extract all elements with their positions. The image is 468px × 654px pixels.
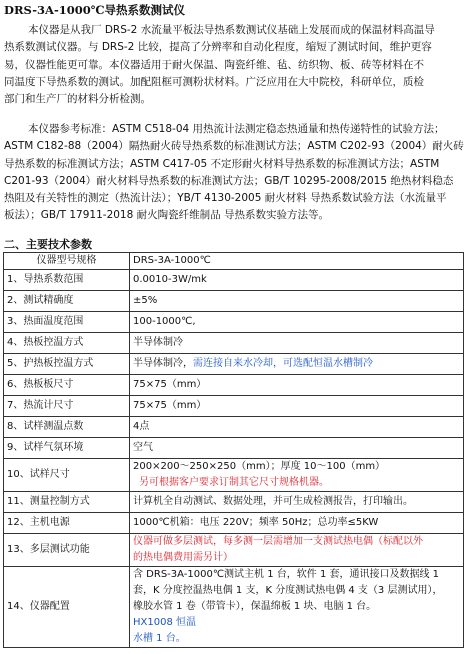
standards-line: 本仪器参考标准：ASTM C518-04 用热流计法测定稳态热通量和热传递特性的试验方法； [28, 123, 445, 135]
row-value-line [133, 599, 460, 631]
intro-line: 本仪器是从我厂 DRS-2 水流量平板法导热系数测试仪基础上发展而成的保温材料高温导 [28, 24, 435, 36]
row-label: 14、仪器配置 [4, 567, 130, 648]
row-value-text: 200×200～250×250（mm）；厚度 10～100（mm） [133, 461, 386, 472]
standards-paragraph [4, 121, 464, 225]
row-value-text: 半导体制冷， [133, 358, 193, 369]
row-value-line: 的热电偶费用需另计） [133, 552, 233, 563]
row-label: 7、热流计尺寸 [4, 396, 130, 417]
row-value [130, 567, 464, 648]
table-row [4, 417, 464, 438]
row-value: 空气 [130, 438, 464, 459]
row-label: 8、试样测温点数 [4, 417, 130, 438]
table-row [4, 438, 464, 459]
row-value: 1000℃机箱：电压 220V；频率 50Hz；总功率≤5KW [130, 513, 464, 534]
row-label: 13、多层测试功能 [4, 534, 130, 567]
standards-line: 热阻及有关特性的测定（热流计法）；YB/T 4130-2005 耐火材料 导热系数试验方法（水流量平 [4, 192, 447, 205]
standards-line: 导热系数的标准测试方法；ASTM C417-05 不定形耐火材料导热系数的标准测试方法；ASTM [4, 157, 440, 170]
table-row [4, 534, 464, 567]
row-value: 0.0010-3W/mk [130, 270, 464, 291]
standards-line: 板法）；GB/T 17911-2018 耐火陶瓷纤维制品 导热系数实验方法等。 [4, 209, 329, 222]
row-value [130, 459, 464, 492]
table-row [4, 396, 464, 417]
row-label: 4、热板控温方式 [4, 333, 130, 354]
row-label: 3、热面温度范围 [4, 312, 130, 333]
row-value: ±5% [130, 291, 464, 312]
row-value-line: 仪器可做多层测试，每多测一层需增加一支测试热电偶（标配以外 [133, 536, 423, 547]
header-model-label: 仪器型号规格 [4, 253, 130, 270]
row-value: 100-1000℃, [130, 312, 464, 333]
row-value: 计算机全自动测试、数据处理，并可生成检测报告，打印输出。 [130, 492, 464, 513]
table-row [4, 333, 464, 354]
intro-line: 部门和生产厂的材料分析检测。 [4, 93, 151, 106]
row-label: 9、试样气氛环境 [4, 438, 130, 459]
table-row [4, 291, 464, 312]
row-label: 1、导热系数范围 [4, 270, 130, 291]
row-label: 11、测量控制方式 [4, 492, 130, 513]
section-heading: 二、主要技术参数 [4, 238, 92, 251]
header-model-value: DRS-3A-1000℃ [130, 253, 464, 270]
row-value-line: 含 DRS-3A-1000℃测试主机 1 台，软件 1 套，通讯接口及数据线 1 [133, 569, 440, 580]
intro-line: 易，仪器性能更可靠。本仪器适用于耐火保温、陶瓷纤维、毡、纺织物、板、砖等材料在不 [4, 58, 424, 71]
document-title: DRS-3A-1000℃导热系数测试仪 [4, 3, 186, 17]
spec-table [3, 252, 464, 648]
intro-paragraph [4, 22, 464, 108]
table-row [4, 513, 464, 534]
intro-line: 热系数测试仪器。与 DRS-2 比较，提高了分辨率和自动化程度，缩短了测试时间，维护更容 [4, 41, 432, 54]
table-header-row [4, 253, 464, 270]
row-label: 12、主机电源 [4, 513, 130, 534]
row-label: 10、试样尺寸 [4, 459, 130, 492]
row-value [130, 534, 464, 567]
table-row [4, 270, 464, 291]
table-row [4, 459, 464, 492]
row-label: 5、护热板控温方式 [4, 354, 130, 375]
row-value [130, 354, 464, 375]
row-label: 6、热板板尺寸 [4, 375, 130, 396]
row-value-line: 水槽 1 台。 [133, 633, 186, 644]
row-value-emphasis: HX1008 恒温 [133, 617, 196, 628]
table-row [4, 375, 464, 396]
row-value: 75×75（mm） [130, 396, 464, 417]
table-row [4, 567, 464, 648]
row-value: 4点 [130, 417, 464, 438]
table-row [4, 312, 464, 333]
table-row [4, 354, 464, 375]
row-value: 半导体制冷 [130, 333, 464, 354]
row-value: 75×75（mm） [130, 375, 464, 396]
row-label: 2、测试精确度 [4, 291, 130, 312]
standards-line: ASTM C182-88（2004）隔热耐火砖导热系数的标准测试方法；ASTM C202-93（2004）耐火砖 [4, 140, 464, 153]
standards-line: C201-93（2004）耐火材料导热系数的标准测试方法；GB/T 10295-2008/2015 绝热材料稳态 [4, 174, 454, 187]
intro-line: 同温度下导热系数的测试。加配阻框可测粉状材料。广泛应用在大中院校，科研单位，质检 [4, 75, 424, 88]
row-value-text: 橡胶水管 1 卷（带管卡），保温绵板 1 块、电脑 1 台。 [133, 601, 377, 612]
row-value-emphasis: 另可根据客户要求订制其它尺寸规格机器。 [139, 477, 329, 488]
row-value-line: 套，K 分度控温热电偶 1 支，K 分度测试热电偶 4 支（3 层测试用）， [133, 585, 443, 596]
table-row [4, 492, 464, 513]
row-value-emphasis: 需连接自来水冷却，可选配恒温水槽制冷 [193, 358, 373, 369]
